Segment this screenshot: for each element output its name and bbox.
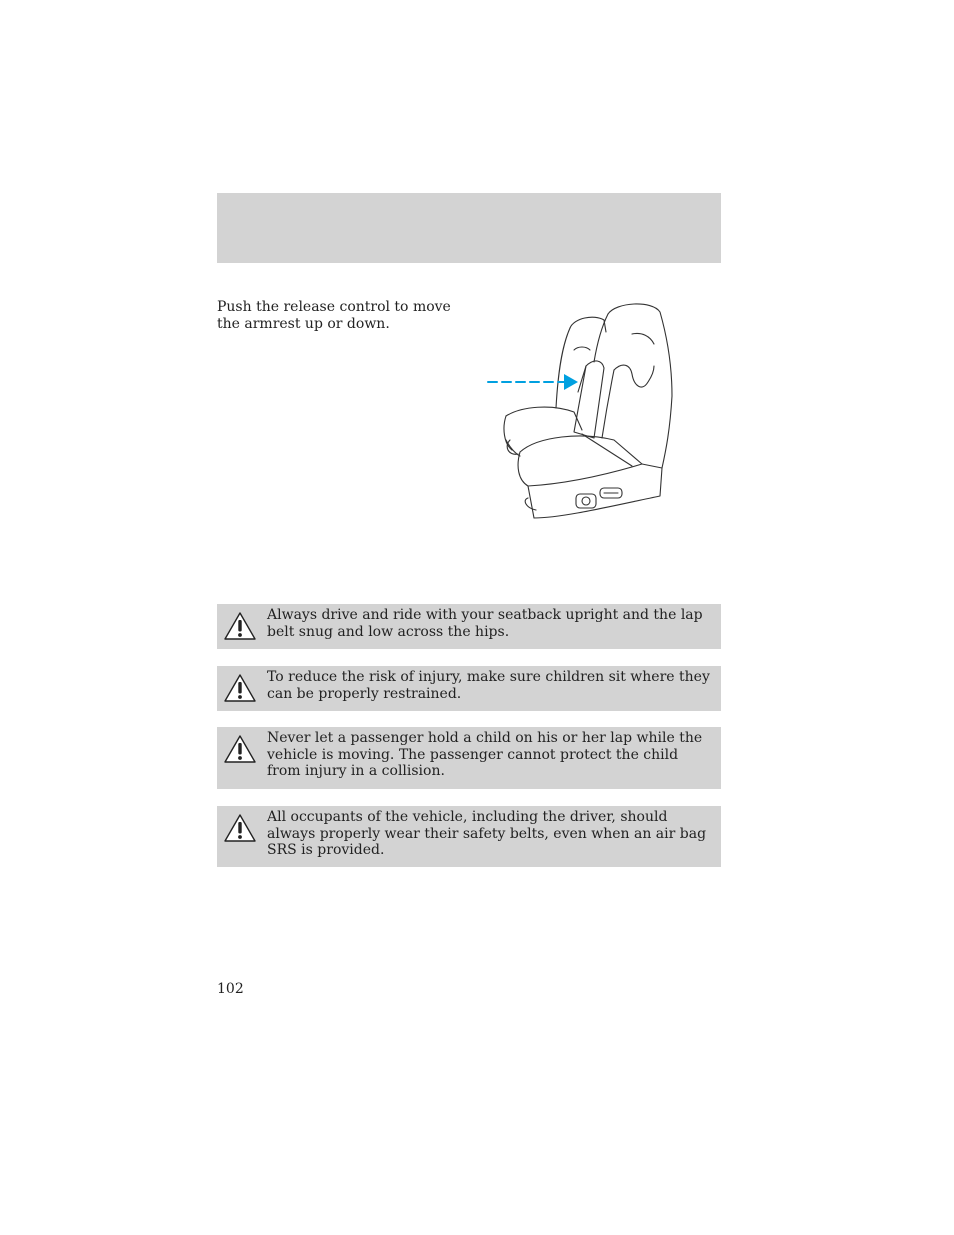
warning-text: Always drive and ride with your seatback upright and the lap belt snug and low across the hips. [267, 607, 703, 640]
warning-box [217, 604, 721, 649]
release-arrow-head [564, 374, 578, 390]
warning-box [217, 806, 721, 867]
warning-triangle-icon [223, 611, 257, 641]
warning-text: All occupants of the vehicle, including the driver, should always properly wear their safety belts, even when an air bag SRS is provided. [267, 809, 707, 858]
warning-text: Never let a passenger hold a child on his or her lap while the vehicle is moving. The passenger cannot protect the child from injury in a collision. [267, 730, 703, 779]
section-header-band [217, 193, 721, 263]
armrest-instruction-text: Push the release control to move the armrest up or down. [217, 299, 451, 332]
seat-armrest-illustration [482, 300, 682, 532]
warning-box [217, 727, 721, 789]
warning-triangle-icon [223, 734, 257, 764]
warning-box [217, 666, 721, 711]
warning-triangle-icon [223, 813, 257, 843]
warning-text: To reduce the risk of injury, make sure children sit where they can be properly restrained. [267, 669, 710, 702]
page-number: 102 [217, 981, 244, 997]
warning-triangle-icon [223, 673, 257, 703]
